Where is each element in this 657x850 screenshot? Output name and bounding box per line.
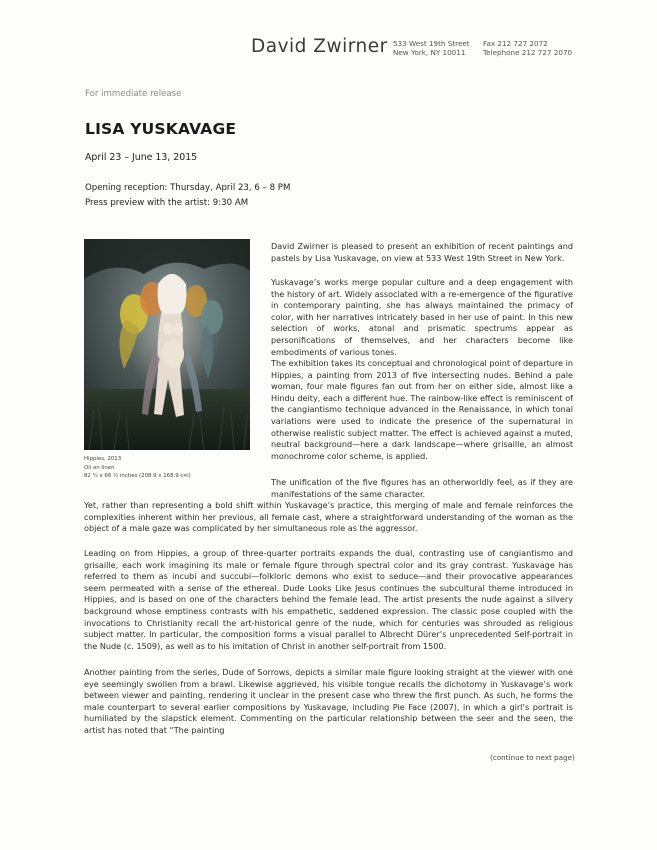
exhibition-title: LISA YUSKAVAGE bbox=[85, 120, 237, 138]
artwork-image bbox=[84, 239, 250, 450]
address-line-1: 533 West 19th Street bbox=[393, 39, 470, 48]
press-preview: Press preview with the artist: 9:30 AM bbox=[85, 198, 249, 208]
body-paragraph-4-head: The unification of the five figures has an otherworldly feel, as if they are manifestations of the same character. bbox=[271, 477, 573, 499]
gallery-contact bbox=[483, 39, 572, 57]
body-paragraph-2: Yuskavage’s works merge popular culture and a deep engagement with the history of art. Widely associated with a re-emergence of the figurative in contemporary painting, she has always maintained the primacy of color, with her narratives intricately based in her use of paint. In this new selection of works, atonal and prismatic spectrums appear as personifications of themselves, and her characters become like embodiments of various tones. bbox=[271, 277, 573, 357]
gallery-name: David Zwirner bbox=[251, 36, 388, 57]
opening-reception: Opening reception: Thursday, April 23, 6 – 8 PM bbox=[85, 183, 291, 193]
body-paragraph-4-tail: Yet, rather than representing a bold shift within Yuskavage’s practice, this merging of male and female reinforces the complexities inherent within her previous, all female cast, where a straightforward understanding of the woman as the object of a male gaze was complicated by her simultaneous role as the aggressor. bbox=[84, 500, 573, 534]
gallery-address bbox=[393, 39, 470, 57]
continue-note: (continue to next page) bbox=[490, 753, 575, 762]
exhibition-dates: April 23 – June 13, 2015 bbox=[85, 152, 198, 163]
telephone-number: Telephone 212 727 2070 bbox=[483, 48, 573, 57]
caption-title: Hippies, 2013 bbox=[84, 456, 122, 462]
fax-number: Fax 212 727 2072 bbox=[483, 39, 548, 48]
release-label: For immediate release bbox=[85, 89, 182, 99]
event-details bbox=[85, 181, 290, 211]
caption-dimensions: 82 ¼ x 66 ½ inches (208.9 x 168.9 cm) bbox=[84, 473, 191, 479]
address-line-2: New York, NY 10011 bbox=[393, 48, 466, 57]
body-paragraph-6: Another painting from the series, Dude of Sorrows, depicts a similar male figure looking straight at the viewer with one eye seemingly swollen from a brawl. Likewise aggrieved, his visible tongue recalls the dichotomy in Yuskavage’s work between viewer and painting, rendering it unclear in the present case who threw the first punch. As such, he forms the male counterpart to several earlier compositions by Yuskavage, including Pie Face (2007), in which a girl’s portrait is humiliated by the slapstick element. Commenting on the particular relationship between the seer and the seen, the artist has noted that “The painting bbox=[84, 667, 573, 735]
body-paragraph-5: Leading on from Hippies, a group of three-quarter portraits expands the dual, contrasting use of cangiantismo and grisaille, each work imagining its male or female figure through spectral color and its gray contrast. Yuskavage has referred to them as incubi and succubi—folkloric demons who exist to seduce—and their provocative appearances seem permeated with a sense of the ethereal. Dude Looks Like Jesus continues the subcultural theme introduced in Hippies, and is based on one of the characters behind the female lead. The artist presents the nude against a silvery background whose emptiness contrasts with his empathetic, saddened expression. The classic pose coupled with the invocations to Christianity recall the art-historical genre of the nude, which for centuries was shrouded as religious subject matter. In particular, the composition forms a visual parallel to Albrecht Dürer’s unprecedented Self-portrait in the Nude (c. 1509), as well as to his imitation of Christ in another self-portrait from 1500. bbox=[84, 548, 573, 651]
body-paragraph-3: The exhibition takes its conceptual and chronological point of departure in Hippies, a painting from 2013 of five intersecting nudes. Behind a pale woman, four male figures fan out from her on either side, almost like a Hindu deity, each a different hue. The rainbow-like effect is reminiscent of the cangiantismo technique advanced in the Renaissance, in which tonal variations were used to indicate the presence of the supernatural in otherwise realistic subject matter. The effect is achieved against a muted, neutral background—here a dark landscape—where grisaille, an almost monochrome color scheme, is applied. bbox=[271, 358, 573, 461]
caption-medium: Oil on linen bbox=[84, 464, 115, 471]
body-paragraph-4 bbox=[84, 477, 573, 535]
body-paragraph-1: David Zwirner is pleased to present an exhibition of recent paintings and pastels by Lisa Yuskavage, on view at 533 West 19th Street in New York. bbox=[271, 241, 573, 263]
